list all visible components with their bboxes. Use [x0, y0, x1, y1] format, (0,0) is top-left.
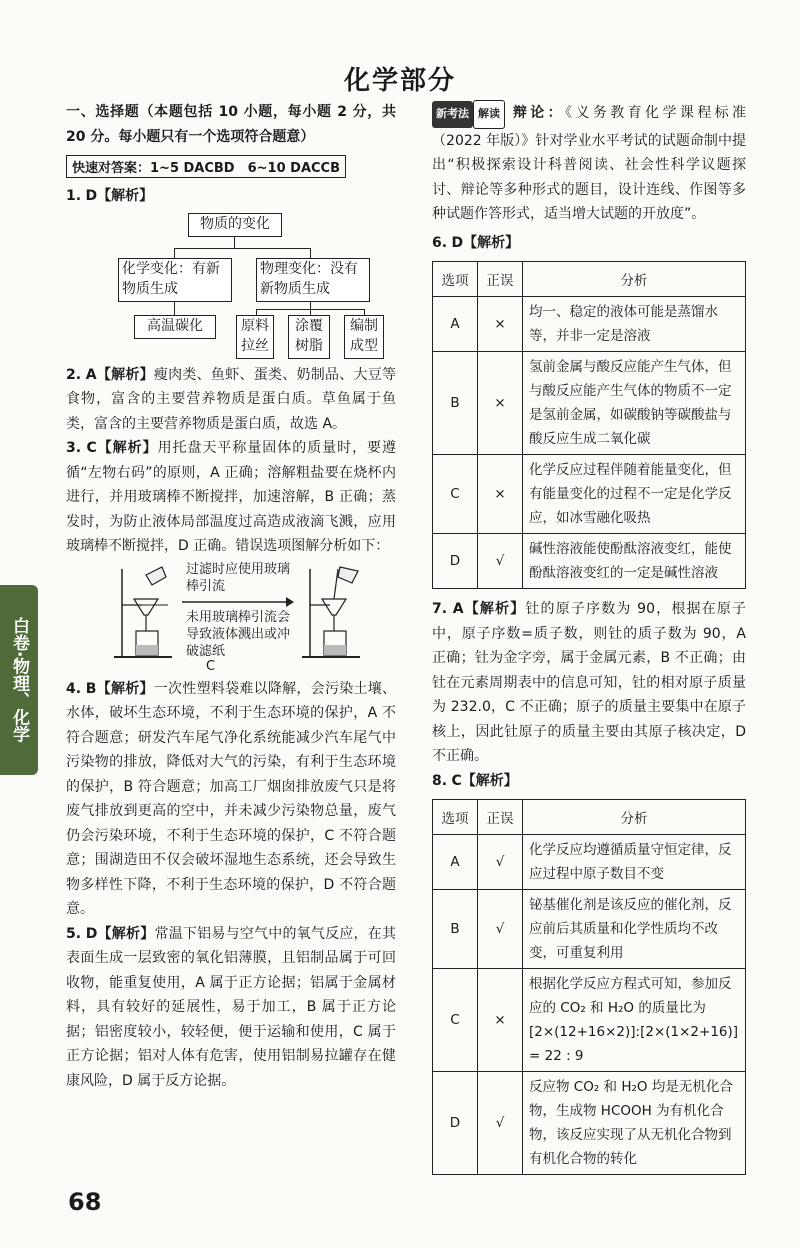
q1-label: D【解析】 [85, 188, 154, 204]
row-mark: × [478, 297, 523, 352]
row-option: A [433, 835, 478, 890]
row-mark: × [478, 352, 523, 455]
arrow-label-top: 过滤时应使用玻璃棒引流 [186, 561, 291, 594]
row-option: D [433, 1072, 478, 1175]
left-column [66, 100, 396, 1093]
diagram-line [310, 301, 311, 309]
table-header-row [433, 262, 746, 297]
diagram-phys: 物理变化：没有新物质生成 [256, 258, 370, 302]
header-analysis: 分析 [523, 800, 746, 835]
q2-text: 瘦肉类、鱼虾、蛋类、奶制品、大豆等食物，富含的主要营养物质是蛋白质。草鱼属于鱼类，富含的主要营养物质是蛋白质，故选 A。 [66, 366, 397, 432]
question-8 [432, 769, 746, 794]
table-row [433, 455, 746, 534]
section-heading: 一、选择题（本题包括 10 小题，每小题 2 分，共 20 分。每小题只有一个选项符合题意） [66, 104, 396, 145]
row-text: 根据化学反应方程式可知，参加反应的 CO₂ 和 H₂O 的质量比为[2×(12+16×2)]:[2×(1×2+16)] = 22 : 9 [523, 969, 746, 1072]
q7-text: 钍的原子序数为 90，根据在原子中，原子序数=质子数，则钍的质子数为 90，A 正确；钍为金字旁，属于金属元素，B 不正确；由钍在元素周期表中的信息可知，钍的相对原子质量为 232.0，C 不正确；原子的质量主要集中在原子核上，因此钍原子的质量主要由其原子核决定，D 不正确。 [432, 601, 747, 764]
header-correct: 正误 [478, 800, 523, 835]
row-text: 氢前金属与酸反应能产生气体，但与酸反应能产生气体的物质不一定是氢前金属，如碳酸钠等碳酸盐与酸反应生成二氧化碳 [523, 352, 746, 455]
filtration-apparatus-right [300, 565, 370, 665]
sidebar-tab: 白卷·物理、化学 [0, 585, 38, 775]
q1-diagram [66, 209, 396, 354]
row-option: C [433, 455, 478, 534]
diagram-p2: 涂覆树脂 [288, 315, 330, 359]
row-option: C [433, 969, 478, 1072]
q3-number: 3. [66, 440, 82, 456]
row-text: 铋基催化剂是该反应的催化剂，反应前后其质量和化学性质均不改变，可重复利用 [523, 890, 746, 969]
q3-diagram [66, 559, 396, 677]
row-mark: × [478, 455, 523, 534]
row-option: A [433, 297, 478, 352]
q1-number: 1. [66, 188, 82, 204]
question-3 [66, 436, 396, 559]
analysis-table-8 [432, 799, 746, 1175]
q7-number: 7. [432, 601, 448, 617]
diagram-c1: 高温碳化 [134, 315, 216, 339]
row-text: 化学反应均遵循质量守恒定律，反应过程中原子数目不变 [523, 835, 746, 890]
arrow-icon [182, 597, 294, 607]
diagram-line [174, 248, 175, 258]
diagram-chem: 化学变化：有新物质生成 [118, 258, 232, 302]
question-1 [66, 184, 396, 209]
q2-number: 2. [66, 366, 82, 383]
q6-number: 6. [432, 234, 448, 251]
question-5 [66, 922, 396, 1094]
page-title: 化学部分 [343, 66, 456, 96]
table-row [433, 534, 746, 589]
q6-label: D【解析】 [451, 234, 520, 251]
row-text: 化学反应过程伴随着能量变化，但有能量变化的过程不一定是化学反应，如冰雪融化吸热 [523, 455, 746, 534]
row-option: B [433, 352, 478, 455]
q4-label: B【解析】 [85, 680, 154, 697]
q4-number: 4. [66, 680, 82, 697]
diagram-line [174, 301, 175, 315]
page-number: 68 [68, 1188, 102, 1216]
header-correct: 正误 [478, 262, 523, 297]
header-option: 选项 [433, 800, 478, 835]
quick-answers: 快速对答案：1~5 DACBD 6~10 DACCB [66, 155, 346, 178]
analysis-table-6 [432, 261, 746, 589]
header-option: 选项 [433, 262, 478, 297]
q8-label: C【解析】 [451, 772, 518, 789]
row-mark: √ [478, 534, 523, 589]
diagram-p1: 原料拉丝 [236, 315, 274, 359]
arrow-label-bottom: 未用玻璃棒引流会导致液体溅出或冲破滤纸 [186, 609, 291, 659]
q5-text: 常温下铝易与空气中的氧气反应，在其表面生成一层致密的氧化铝薄膜，且铝制品属于可回收物，能重复使用，A 属于正方论据；铝属于金属材料，具有较好的延展性，易于加工，B 属于正方论据；铝密度较小，较轻便，便于运输和使用，C 属于正方论据；铝对人体有危害，使用铝制易拉罐存在健康风险，D 属于反方论据。 [66, 925, 397, 1089]
q2-label: A【解析】 [85, 366, 154, 383]
row-mark: √ [478, 835, 523, 890]
q5-label: D【解析】 [85, 925, 155, 942]
row-option: D [433, 534, 478, 589]
q4-text: 一次性塑料袋难以降解，会污染土壤、水体，破坏生态环境，不利于生态环境的保护，A 不符合题意；研发汽车尾气净化系统能减少汽车尾气中污染物的排放，降低对大气的污染，有利于生态环境的保护，B 符合题意；加高工厂烟囱排放废气只是将废气排放到更高的空中，并未减少污染物总量，废气仍会污染环境，不利于生态环境的保护，C 不符合题意；围湖造田不仅会破坏湿地生态系统，还会导致生物多样性下降，不利于生态环境的保护，D 不符合题意。 [66, 680, 397, 917]
question-4 [66, 677, 396, 922]
diagram-p3: 编制成型 [344, 315, 384, 359]
table-row [433, 1072, 746, 1175]
table-header-row [433, 800, 746, 835]
question-6 [432, 231, 746, 256]
header-analysis: 分析 [523, 262, 746, 297]
row-text: 均一、稳定的液体可能是蒸馏水等，并非一定是溶液 [523, 297, 746, 352]
row-mark: √ [478, 1072, 523, 1175]
table-row [433, 352, 746, 455]
diagram-line [174, 248, 310, 249]
table-row [433, 835, 746, 890]
q3-label: C【解析】 [86, 440, 158, 456]
right-column [432, 100, 746, 1175]
row-text: 碱性溶液能使酚酞溶液变红，能使酚酞溶液变红的一定是碱性溶液 [523, 534, 746, 589]
q3-text: 用托盘天平称量固体的质量时，要遵循“左物右码”的原则，A 正确；溶解粗盐要在烧杯内进行，并用玻璃棒不断搅拌，加速溶解，B 正确；蒸发时，为防止液体局部温度过高造成液滴飞溅，应用玻璃棒不断搅拌，D 正确。错误选项图解分析如下： [66, 440, 397, 554]
q8-number: 8. [432, 772, 448, 789]
q5-number: 5. [66, 925, 82, 942]
q7-label: A【解析】 [452, 601, 526, 617]
row-mark: × [478, 969, 523, 1072]
row-mark: √ [478, 890, 523, 969]
diagram-root: 物质的变化 [188, 213, 282, 237]
filtration-apparatus-left [112, 565, 182, 665]
new-test-lead: 辩论： [512, 105, 566, 121]
new-test-badge: 新考法 [432, 101, 473, 128]
table-row [433, 890, 746, 969]
question-2 [66, 363, 396, 437]
table-row [433, 969, 746, 1072]
row-text: 反应物 CO₂ 和 H₂O 均是无机化合物，生成物 HCOOH 为有机化合物，该反应实现了从无机化合物到有机化合物的转化 [523, 1072, 746, 1175]
diagram-label-c: C [206, 658, 216, 674]
table-row [433, 297, 746, 352]
interpret-badge: 解读 [473, 100, 505, 129]
diagram-line [310, 248, 311, 258]
new-test-text: 《义务教育化学课程标准（2022 年版）》针对学业水平考试的试题命制中提出“积极探索设计科普阅读、社会性科学议题探讨、辩论等多种形式的题目，设计连线、作图等多种试题作答形式，适当增大试题的开放度”。 [432, 105, 747, 222]
question-7 [432, 597, 746, 769]
row-option: B [433, 890, 478, 969]
new-test-note [432, 100, 746, 227]
diagram-line [234, 236, 235, 248]
